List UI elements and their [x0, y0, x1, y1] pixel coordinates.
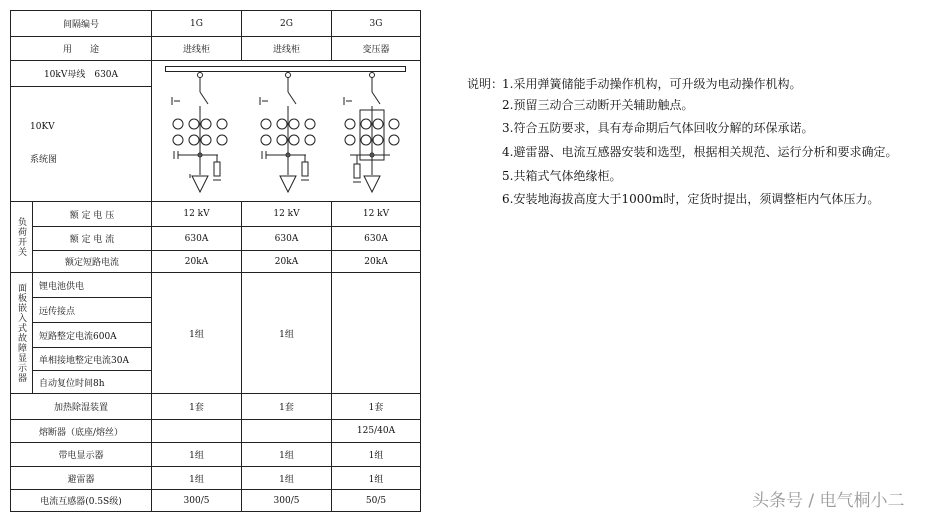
system-diagram — [166, 67, 406, 193]
bus-label: 10kV母线 630A — [43, 70, 119, 80]
arrester-3g: 1组 — [368, 474, 384, 485]
bus-bar — [166, 67, 406, 72]
feeder-2g — [260, 73, 315, 193]
feeder-1g — [172, 73, 227, 193]
watermark: 头条号 / 电气桐小二 — [752, 491, 905, 511]
feeder-3g — [344, 73, 399, 193]
fuse-3g: 125/40A — [356, 426, 396, 436]
note-2: 2.预留三动合三动断开关辅助触点。 — [502, 98, 694, 112]
ct-3g: 50/5 — [365, 495, 387, 506]
live-indicator-1g: 1组 — [189, 451, 204, 461]
note-6: 6.安装地海拔高度大于1000m时，定货时提出，须调整柜内气体压力。 — [502, 192, 880, 206]
system-label-line1: 10KV — [30, 122, 55, 132]
fault-row-battery: 锂电池供电 — [39, 281, 85, 292]
heater-label: 加热除湿装置 — [53, 403, 108, 413]
live-indicator-2g: 1组 — [279, 451, 294, 461]
note-1: 1.采用弹簧储能手动操作机构，可升级为电动操作机构。 — [502, 77, 802, 91]
load-switch-group-label: 负荷开关 — [16, 217, 26, 257]
usage-label: 用 途 — [62, 45, 99, 55]
ct-2g: 300/5 — [273, 495, 300, 506]
fault-2g: 1组 — [279, 329, 294, 340]
heater-2g: 1套 — [279, 403, 294, 413]
usage-col-1g: 进线柜 — [182, 45, 210, 55]
heater-3g: 1套 — [368, 403, 384, 413]
rated-voltage-2g: 12 kV — [273, 209, 300, 219]
rated-current-1g: 630A — [184, 233, 209, 244]
rated-current-3g: 630A — [364, 233, 388, 244]
fuse-1g — [152, 420, 241, 442]
fault-row-ground-setting: 单相接地整定电流30A — [39, 355, 129, 366]
notes-title: 说明： — [467, 77, 504, 91]
note-4: 4.避雷器、电流互感器安装和选型，根据相关规范、运行分析和要求确定。 — [502, 145, 898, 159]
usage-col-3g: 变压器 — [362, 45, 390, 55]
rated-voltage-3g: 12 kV — [362, 209, 390, 219]
rated-voltage-label: 额 定 电 压 — [69, 210, 115, 221]
usage-col-2g: 进线柜 — [272, 45, 300, 55]
fault-indicator-group-label: 面板嵌入式故障显示器 — [16, 283, 26, 383]
ct-label: 电流互感器(0.5S级) — [40, 497, 122, 507]
note-3: 3.符合五防要求，具有寿命期后气体回收分解的环保承诺。 — [502, 121, 814, 135]
short-circuit-1g: 20kA — [184, 256, 209, 267]
fault-row-reset-time: 自动复位时间8h — [39, 378, 105, 389]
fault-row-short-setting: 短路整定电流600A — [39, 331, 117, 342]
fault-1g: 1组 — [189, 329, 204, 340]
header-col-2g: 2G — [280, 18, 293, 29]
rated-current-label: 额 定 电 流 — [69, 235, 115, 245]
rated-current-2g: 630A — [274, 233, 299, 244]
live-indicator-label: 带电显示器 — [58, 451, 104, 461]
arrester-1g: 1组 — [189, 474, 204, 485]
fault-3g — [332, 273, 420, 393]
ct-1g: 300/5 — [183, 495, 210, 506]
header-col-1g: 1G — [190, 18, 203, 29]
header-col-3g: 3G — [369, 18, 383, 29]
short-circuit-2g: 20kA — [274, 256, 299, 267]
short-circuit-3g: 20kA — [364, 256, 388, 267]
arrester-label: 避雷器 — [67, 474, 95, 485]
fuse-label: 熔断器（底座/熔丝） — [38, 427, 124, 438]
header-label: 间隔编号 — [62, 20, 99, 30]
live-indicator-3g: 1组 — [368, 451, 384, 461]
arrester-2g: 1组 — [279, 474, 294, 485]
rated-voltage-1g: 12 kV — [183, 209, 210, 219]
system-label-line2: 系统图 — [30, 154, 58, 165]
short-circuit-label: 额定短路电流 — [64, 258, 119, 268]
note-5: 5.共箱式气体绝缘柜。 — [502, 169, 622, 183]
heater-1g: 1套 — [189, 403, 204, 413]
fuse-2g — [242, 420, 331, 442]
fault-row-remote: 远传接点 — [39, 306, 76, 317]
